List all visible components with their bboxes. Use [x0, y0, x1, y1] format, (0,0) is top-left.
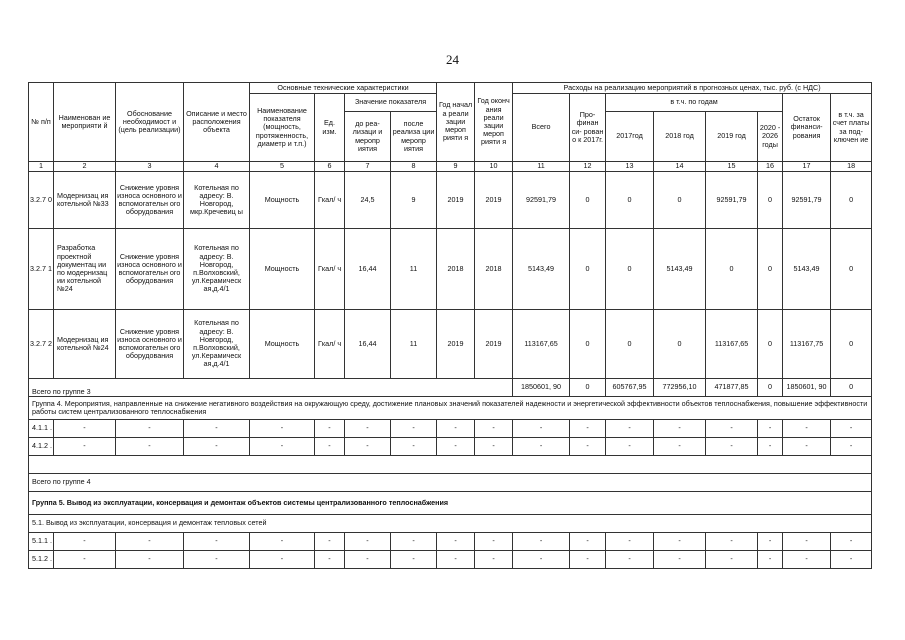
dash-cell: -	[250, 438, 315, 456]
dash-cell: -	[345, 533, 391, 551]
total-financed: 0	[570, 379, 606, 397]
group5-title-row	[29, 492, 872, 515]
table-row	[29, 533, 872, 551]
dash-cell: -	[391, 420, 437, 438]
header-financed: Про- финан си- рован о к 2017г.	[570, 94, 606, 162]
total-total: 1850601, 90	[513, 379, 570, 397]
col-num: 3	[116, 162, 184, 172]
dash-cell: -	[831, 438, 872, 456]
row-2019: 92591,79	[706, 172, 758, 229]
header-after: после реализа ции меропр иятия	[391, 112, 437, 162]
header-row-1	[29, 83, 872, 94]
col-num: 10	[475, 162, 513, 172]
row-no: 4.1.1 .	[29, 420, 54, 438]
dash-cell: -	[391, 533, 437, 551]
dash-cell: -	[54, 533, 116, 551]
header-2018: 2018 год	[654, 112, 706, 162]
header-year-end: Год оконч ания реали зации мероп рияти я	[475, 83, 513, 162]
col-num: 8	[391, 162, 437, 172]
row-unit: Гкал/ ч	[315, 229, 345, 310]
row-indicator: Мощность	[250, 229, 315, 310]
dash-cell: -	[184, 533, 250, 551]
dash-cell: -	[250, 551, 315, 569]
dash-cell: -	[606, 438, 654, 456]
dash-cell: -	[345, 438, 391, 456]
row-name: Модернизац ия котельной №24	[54, 310, 116, 379]
row-2018: 0	[654, 172, 706, 229]
dash-cell: -	[315, 551, 345, 569]
dash-cell: -	[391, 551, 437, 569]
row-description: Котельная по адресу: В. Новгород, п.Волховский, ул.Керамическ ая,д.4/1	[184, 229, 250, 310]
col-num: 15	[706, 162, 758, 172]
dash-cell: -	[831, 533, 872, 551]
header-2020-2026: 2020 - 2026 годы	[758, 112, 783, 162]
dash-cell: -	[437, 420, 475, 438]
table-row	[29, 172, 872, 229]
empty-cell	[29, 456, 872, 474]
dash-cell: -	[654, 438, 706, 456]
dash-cell: -	[783, 438, 831, 456]
sub51-title: 5.1. Вывод из эксплуатации, консервация и демонтаж тепловых сетей	[29, 515, 872, 533]
row-no: 3.2.7 1	[29, 229, 54, 310]
row-2018: 5143,49	[654, 229, 706, 310]
dash-cell: -	[706, 533, 758, 551]
row-no: 4.1.2 .	[29, 438, 54, 456]
dash-cell: -	[116, 533, 184, 551]
header-expenses: Расходы на реализацию мероприятий в прогнозных ценах, тыс. руб. (с НДС)	[513, 83, 872, 94]
header-indicator: Наименование показателя (мощность, протяженность, диаметр и т.п.)	[250, 94, 315, 162]
row-fee: 0	[831, 229, 872, 310]
row-2019: 0	[706, 229, 758, 310]
header-total: Всего	[513, 94, 570, 162]
col-num: 18	[831, 162, 872, 172]
header-name: Наименован ие мероприяти й	[54, 83, 116, 162]
col-num: 2	[54, 162, 116, 172]
row-total: 113167,65	[513, 310, 570, 379]
header-remainder: Остаток финанси- рования	[783, 94, 831, 162]
row-indicator: Мощность	[250, 172, 315, 229]
dash-cell: -	[475, 420, 513, 438]
row-2019: 113167,65	[706, 310, 758, 379]
dash-cell: -	[345, 420, 391, 438]
total-2020-2026: 0	[758, 379, 783, 397]
row-fee: 0	[831, 310, 872, 379]
dash-cell: -	[315, 438, 345, 456]
row-year-end: 2019	[475, 172, 513, 229]
header-fee: в т.ч. за счет платы за под- ключен ие	[831, 94, 872, 162]
row-fee: 0	[831, 172, 872, 229]
dash-cell: -	[831, 420, 872, 438]
dash-cell: -	[250, 533, 315, 551]
row-2017: 0	[606, 310, 654, 379]
row-before: 16,44	[345, 310, 391, 379]
investment-table	[28, 82, 872, 569]
row-remainder: 92591,79	[783, 172, 831, 229]
total-group3-label: Всего по группе 3	[29, 379, 513, 397]
row-2018: 0	[654, 310, 706, 379]
dash-cell: -	[758, 533, 783, 551]
row-reason: Снижение уровня износа основного и вспомогательн ого оборудования	[116, 229, 184, 310]
dash-cell: -	[513, 533, 570, 551]
table-row	[29, 551, 872, 569]
row-no: 5.1.2 .	[29, 551, 54, 569]
table-row	[29, 438, 872, 456]
row-year-end: 2019	[475, 310, 513, 379]
dash-cell: -	[758, 438, 783, 456]
row-before: 16,44	[345, 229, 391, 310]
row-year-start: 2019	[437, 310, 475, 379]
col-num: 7	[345, 162, 391, 172]
row-name: Модернизац ия котельной №33	[54, 172, 116, 229]
total-remainder: 1850601, 90	[783, 379, 831, 397]
dash-cell: -	[54, 551, 116, 569]
dash-cell: -	[475, 551, 513, 569]
table-row	[29, 310, 872, 379]
header-2019: 2019 год	[706, 112, 758, 162]
total-group3-row	[29, 379, 872, 397]
header-value: Значение показателя	[345, 94, 437, 112]
dash-cell: -	[654, 533, 706, 551]
dash-cell: -	[606, 420, 654, 438]
header-description: Описание и место расположения объекта	[184, 83, 250, 162]
dash-cell: -	[475, 438, 513, 456]
dash-cell: -	[184, 551, 250, 569]
row-2017: 0	[606, 172, 654, 229]
row-remainder: 5143,49	[783, 229, 831, 310]
row-reason: Снижение уровня износа основного и вспомогательн ого оборудования	[116, 310, 184, 379]
total-2018: 772956,10	[654, 379, 706, 397]
dash-cell: -	[250, 420, 315, 438]
header-year-start: Год начал а реали зации мероп рияти я	[437, 83, 475, 162]
dash-cell: -	[783, 551, 831, 569]
total-fee: 0	[831, 379, 872, 397]
empty-row	[29, 456, 872, 474]
dash-cell: -	[437, 533, 475, 551]
dash-cell: -	[513, 420, 570, 438]
row-year-start: 2019	[437, 172, 475, 229]
dash-cell: -	[391, 438, 437, 456]
row-no: 5.1.1 .	[29, 533, 54, 551]
dash-cell: -	[54, 438, 116, 456]
total-2017: 605767,95	[606, 379, 654, 397]
dash-cell: -	[706, 438, 758, 456]
row-after: 11	[391, 229, 437, 310]
group5-title: Группа 5. Вывод из эксплуатации, консервация и демонтаж объектов системы централизованного теплоснабжения	[29, 492, 872, 515]
dash-cell: -	[437, 551, 475, 569]
row-financed: 0	[570, 229, 606, 310]
row-financed: 0	[570, 172, 606, 229]
total-group4-row	[29, 474, 872, 492]
col-num: 12	[570, 162, 606, 172]
header-tech: Основные технические характеристики	[250, 83, 437, 94]
row-reason: Снижение уровня износа основного и вспомогательн ого оборудования	[116, 172, 184, 229]
header-reason: Обоснование необходимост и (цель реализации)	[116, 83, 184, 162]
row-2017: 0	[606, 229, 654, 310]
header-unit: Ед. изм.	[315, 94, 345, 162]
dash-cell: -	[783, 420, 831, 438]
dash-cell: -	[116, 420, 184, 438]
dash-cell: -	[315, 533, 345, 551]
col-num: 5	[250, 162, 315, 172]
col-num: 16	[758, 162, 783, 172]
table-row	[29, 229, 872, 310]
row-2020-2026: 0	[758, 310, 783, 379]
header-no: № п/п	[29, 83, 54, 162]
dash-cell: -	[570, 438, 606, 456]
row-name: Разработка проектной документац ии по модернизац ии котельной №24	[54, 229, 116, 310]
header-2017: 2017год	[606, 112, 654, 162]
dash-cell: -	[116, 438, 184, 456]
row-unit: Гкал/ ч	[315, 172, 345, 229]
row-remainder: 113167,75	[783, 310, 831, 379]
row-total: 5143,49	[513, 229, 570, 310]
col-num: 9	[437, 162, 475, 172]
dash-cell: -	[654, 551, 706, 569]
total-group4-label: Всего по группе 4	[29, 474, 872, 492]
row-description: Котельная по адресу: В. Новгород, мкр.Кречевиц ы	[184, 172, 250, 229]
col-num: 14	[654, 162, 706, 172]
row-unit: Гкал/ ч	[315, 310, 345, 379]
sub51-title-row	[29, 515, 872, 533]
row-before: 24,5	[345, 172, 391, 229]
dash-cell: -	[654, 420, 706, 438]
dash-cell: -	[513, 438, 570, 456]
dash-cell: -	[570, 533, 606, 551]
row-year-end: 2018	[475, 229, 513, 310]
dash-cell: -	[783, 533, 831, 551]
col-num: 17	[783, 162, 831, 172]
row-no: 3.2.7 2	[29, 310, 54, 379]
dash-cell: -	[116, 551, 184, 569]
header-before: до реа- лизаци и меропр иятия	[345, 112, 391, 162]
dash-cell: -	[315, 420, 345, 438]
column-numbers-row	[29, 162, 872, 172]
row-year-start: 2018	[437, 229, 475, 310]
dash-cell: -	[184, 438, 250, 456]
row-after: 11	[391, 310, 437, 379]
dash-cell: -	[758, 551, 783, 569]
dash-cell: -	[706, 420, 758, 438]
row-2020-2026: 0	[758, 172, 783, 229]
col-num: 4	[184, 162, 250, 172]
header-by-year: в т.ч. по годам	[606, 94, 783, 112]
col-num: 11	[513, 162, 570, 172]
dash-cell: -	[606, 551, 654, 569]
table-row	[29, 420, 872, 438]
dash-cell: -	[513, 551, 570, 569]
row-indicator: Мощность	[250, 310, 315, 379]
col-num: 13	[606, 162, 654, 172]
row-financed: 0	[570, 310, 606, 379]
dash-cell: -	[475, 533, 513, 551]
dash-cell: -	[437, 438, 475, 456]
col-num: 6	[315, 162, 345, 172]
dash-cell: -	[570, 551, 606, 569]
dash-cell: -	[758, 420, 783, 438]
row-after: 9	[391, 172, 437, 229]
dash-cell: -	[706, 551, 758, 569]
group4-title: Группа 4. Мероприятия, направленные на снижение негативного воздействия на окружающую среду, достижение плановых значений показателей надежности и энергетической эффективности объектов теплоснабжения, повышение эффективности работы систем централизованного теплоснабжения	[29, 397, 872, 420]
dash-cell: -	[570, 420, 606, 438]
dash-cell: -	[831, 551, 872, 569]
row-2020-2026: 0	[758, 229, 783, 310]
row-total: 92591,79	[513, 172, 570, 229]
dash-cell: -	[54, 420, 116, 438]
dash-cell: -	[606, 533, 654, 551]
row-no: 3.2.7 0	[29, 172, 54, 229]
row-description: Котельная по адресу: В. Новгород, п.Волховский, ул.Керамическ ая,д.4/1	[184, 310, 250, 379]
page-number: 24	[446, 52, 459, 67]
dash-cell: -	[345, 551, 391, 569]
total-2019: 471877,85	[706, 379, 758, 397]
dash-cell: -	[184, 420, 250, 438]
group4-title-row	[29, 397, 872, 420]
col-num: 1	[29, 162, 54, 172]
